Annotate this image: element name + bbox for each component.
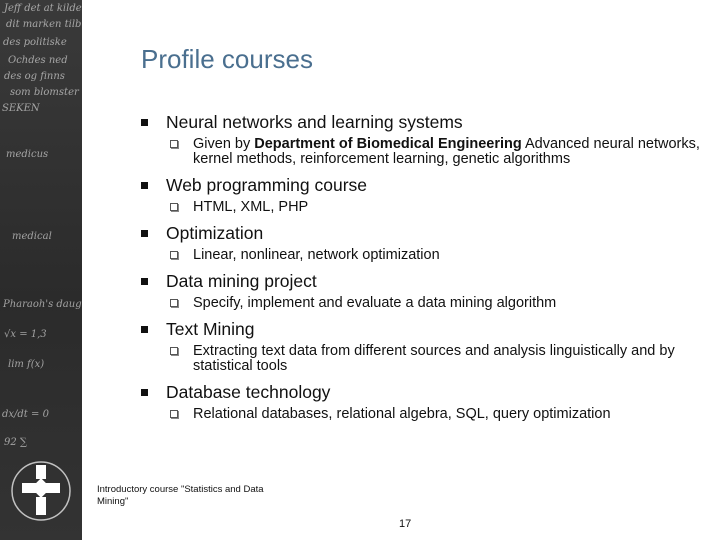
sub-text: Linear, nonlinear, network optimization: [193, 247, 440, 263]
sidebar-scribble: Jeff det at kilde: [4, 3, 82, 14]
square-bullet-icon: [141, 326, 148, 333]
sidebar-scribble: lim f(x): [8, 359, 45, 370]
sub-text: Advanced neural networks, kernel methods, reinforcement learning, genetic algorithms: [193, 136, 700, 167]
department-name: Department of Biomedical Engineering: [254, 136, 522, 152]
bullet-label: Optimization: [166, 223, 264, 243]
bullet-level2: [141, 407, 701, 422]
sidebar-scribble: medical: [12, 231, 52, 242]
bullet-label: Database technology: [166, 382, 331, 402]
bullet-label: Web programming course: [166, 175, 368, 195]
square-bullet-icon: [141, 230, 148, 237]
sub-text: Relational databases, relational algebra, SQL, query optimization: [193, 406, 611, 422]
hollow-square-bullet-icon: [170, 347, 178, 355]
hollow-square-bullet-icon: [170, 140, 178, 148]
list-item: [141, 271, 701, 311]
sidebar-scribble: Ochdes ned: [8, 55, 68, 66]
footer-note: Introductory course "Statistics and Data Mining": [97, 484, 264, 507]
square-bullet-icon: [141, 389, 148, 396]
bullet-level2: [141, 137, 701, 167]
bullet-list: [141, 112, 701, 430]
hollow-square-bullet-icon: [170, 251, 178, 259]
sidebar-scribble: des og finns: [4, 71, 65, 82]
bullet-level2: [141, 248, 701, 263]
list-item: [141, 319, 701, 374]
hollow-square-bullet-icon: [170, 299, 178, 307]
hollow-square-bullet-icon: [170, 410, 178, 418]
square-bullet-icon: [141, 278, 148, 285]
bullet-label: Data mining project: [166, 271, 317, 291]
list-item: [141, 112, 701, 167]
bullet-level2: [141, 296, 701, 311]
sidebar-scribble: des politiske: [3, 37, 67, 48]
bullet-level2: [141, 344, 701, 374]
sidebar-scribble: medicus: [6, 149, 49, 160]
bullet-level1: [141, 112, 701, 132]
sidebar-scribble: √x = 1,3: [4, 329, 47, 340]
hollow-square-bullet-icon: [170, 203, 178, 211]
bullet-level1: [141, 271, 701, 291]
bullet-level1: [141, 319, 701, 339]
sidebar-scribble: som blomster: [10, 87, 79, 98]
sidebar-scribble: SEKEN: [2, 103, 40, 114]
bullet-level1: [141, 175, 701, 195]
page-number: 17: [399, 518, 412, 530]
bullet-label: Neural networks and learning systems: [166, 112, 463, 132]
sub-text: Specify, implement and evaluate a data mining algorithm: [193, 295, 557, 311]
list-item: [141, 382, 701, 422]
sidebar-scribble: dx/dt = 0: [2, 409, 49, 420]
square-bullet-icon: [141, 119, 148, 126]
sidebar-scribble: Pharaoh's daughter: [3, 299, 103, 310]
sub-text: HTML, XML, PHP: [193, 199, 309, 215]
list-item: [141, 223, 701, 263]
bullet-label: Text Mining: [166, 319, 255, 339]
bullet-level1: [141, 382, 701, 402]
list-item: [141, 175, 701, 215]
university-logo-icon: [10, 455, 72, 527]
square-bullet-icon: [141, 182, 148, 189]
bullet-level1: [141, 223, 701, 243]
sidebar-scribble: 92 ∑: [4, 437, 28, 448]
sub-text: Extracting text data from different sources and analysis linguistically and by statistical tools: [193, 343, 675, 374]
bullet-level2: [141, 200, 701, 215]
decorative-sidebar: [0, 0, 103, 540]
slide-title: Profile courses: [141, 44, 313, 74]
sidebar-scribble: dit marken tilb: [6, 19, 82, 30]
sub-text: Given by: [193, 136, 255, 152]
